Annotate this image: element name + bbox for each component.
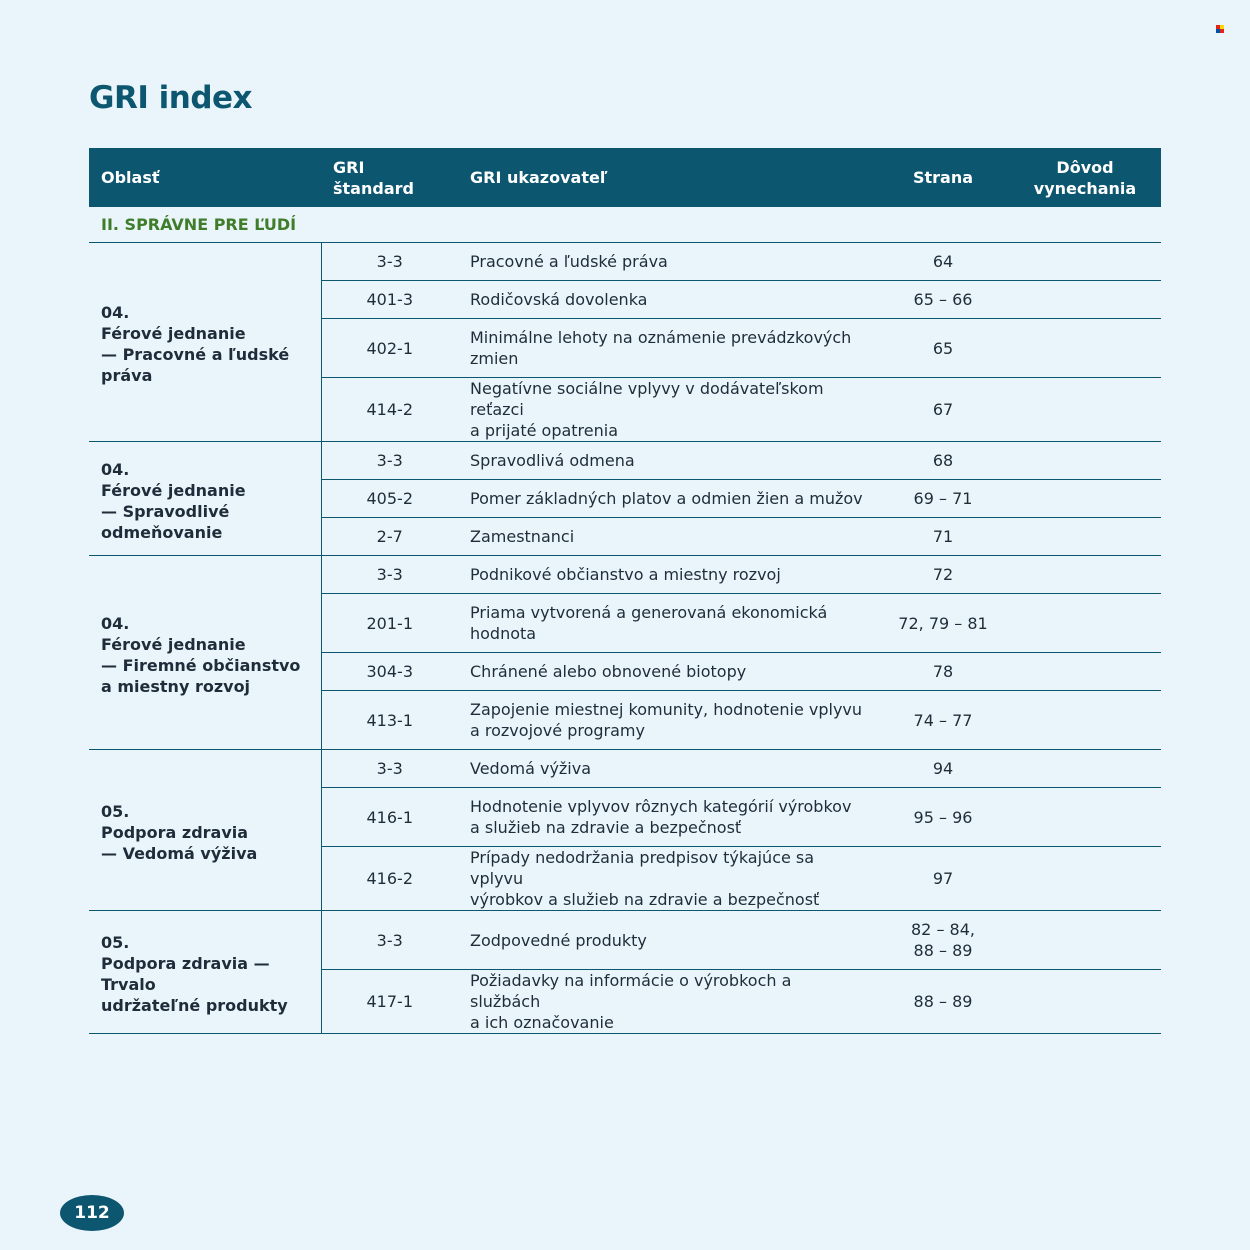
reason-cell	[1009, 442, 1161, 480]
reason-cell	[1009, 750, 1161, 788]
page-cell: 97	[877, 847, 1009, 911]
table-row	[89, 750, 1161, 788]
header-reason	[1009, 148, 1161, 207]
area-line: — Spravodlivé	[101, 501, 230, 521]
page-cell: 72, 79 – 81	[877, 594, 1009, 653]
section-row	[89, 207, 1161, 243]
area-line: udržateľné produkty	[101, 996, 288, 1015]
area-cell	[89, 556, 321, 750]
standard-cell: 413-1	[321, 691, 458, 750]
indicator-cell: Spravodlivá odmena	[458, 442, 877, 480]
indicator-cell: Hodnotenie vplyvov rôznych kategórií výrobkov a služieb na zdravie a bezpečnosť	[458, 788, 877, 847]
corner-logo-icon	[1216, 25, 1224, 33]
table-header	[89, 148, 1161, 207]
header-reason-line1: Dôvod	[1056, 157, 1114, 177]
area-number: 05.	[101, 801, 130, 821]
indicator-cell: Podnikové občianstvo a miestny rozvoj	[458, 556, 877, 594]
indicator-cell: Pracovné a ľudské práva	[458, 243, 877, 281]
page-cell: 69 – 71	[877, 480, 1009, 518]
indicator-cell: Priama vytvorená a generovaná ekonomická hodnota	[458, 594, 877, 653]
indicator-cell: Pomer základných platov a odmien žien a mužov	[458, 480, 877, 518]
standard-cell: 3-3	[321, 750, 458, 788]
standard-cell: 2-7	[321, 518, 458, 556]
table-row	[89, 911, 1161, 970]
area-line: — Firemné občianstvo	[101, 655, 301, 675]
page-number-badge: 112	[60, 1195, 124, 1231]
area-line: Podpora zdravia — Trvalo	[101, 954, 270, 994]
table-row	[89, 243, 1161, 281]
reason-cell	[1009, 378, 1161, 442]
standard-cell: 201-1	[321, 594, 458, 653]
reason-cell	[1009, 281, 1161, 319]
area-cell	[89, 243, 321, 442]
indicator-cell: Minimálne lehoty na oznámenie prevádzkových zmien	[458, 319, 877, 378]
standard-cell: 416-1	[321, 788, 458, 847]
area-line: práva	[101, 366, 153, 385]
reason-cell	[1009, 243, 1161, 281]
header-page: Strana	[877, 148, 1009, 207]
indicator-cell: Zapojenie miestnej komunity, hodnotenie vplyvu a rozvojové programy	[458, 691, 877, 750]
page-cell: 95 – 96	[877, 788, 1009, 847]
indicator-cell: Zamestnanci	[458, 518, 877, 556]
standard-cell: 3-3	[321, 442, 458, 480]
page-cell: 78	[877, 653, 1009, 691]
area-line: Férové jednanie	[101, 480, 246, 500]
page-cell: 94	[877, 750, 1009, 788]
area-cell	[89, 442, 321, 556]
indicator-cell: Vedomá výživa	[458, 750, 877, 788]
indicator-cell: Chránené alebo obnovené biotopy	[458, 653, 877, 691]
reason-cell	[1009, 319, 1161, 378]
page-cell: 82 – 84, 88 – 89	[877, 911, 1009, 970]
indicator-cell: Prípady nedodržania predpisov týkajúce sa vplyvu výrobkov a služieb na zdravie a bezpečnosť	[458, 847, 877, 911]
standard-cell: 3-3	[321, 556, 458, 594]
area-line: — Pracovné a ľudské	[101, 345, 290, 364]
area-cell	[89, 911, 321, 1034]
page-cell: 71	[877, 518, 1009, 556]
standard-cell: 416-2	[321, 847, 458, 911]
reason-cell	[1009, 788, 1161, 847]
page-cell: 68	[877, 442, 1009, 480]
page-cell: 64	[877, 243, 1009, 281]
table-row	[89, 556, 1161, 594]
standard-cell: 3-3	[321, 243, 458, 281]
area-line: Podpora zdravia	[101, 822, 249, 842]
standard-cell: 405-2	[321, 480, 458, 518]
table-row	[89, 442, 1161, 480]
reason-cell	[1009, 556, 1161, 594]
area-line: Férové jednanie	[101, 324, 246, 343]
reason-cell	[1009, 518, 1161, 556]
header-area: Oblasť	[89, 148, 321, 207]
indicator-cell: Negatívne sociálne vplyvy v dodávateľskom reťazci a prijaté opatrenia	[458, 378, 877, 442]
header-standard: GRI štandard	[321, 148, 458, 207]
reason-cell	[1009, 594, 1161, 653]
area-number: 04.	[101, 459, 130, 479]
standard-cell: 417-1	[321, 970, 458, 1034]
page-cell: 65 – 66	[877, 281, 1009, 319]
page-cell: 65	[877, 319, 1009, 378]
area-line: Férové jednanie	[101, 634, 246, 654]
reason-cell	[1009, 847, 1161, 911]
area-number: 04.	[101, 303, 130, 322]
header-indicator: GRI ukazovateľ	[458, 148, 877, 207]
page-cell: 72	[877, 556, 1009, 594]
area-number: 05.	[101, 933, 130, 952]
reason-cell	[1009, 911, 1161, 970]
indicator-cell: Zodpovedné produkty	[458, 911, 877, 970]
header-reason-line2: vynechania	[1033, 178, 1137, 198]
standard-cell: 3-3	[321, 911, 458, 970]
section-title: II. SPRÁVNE PRE ĽUDÍ	[89, 207, 1161, 243]
area-line: a miestny rozvoj	[101, 676, 251, 696]
standard-cell: 414-2	[321, 378, 458, 442]
indicator-cell: Požiadavky na informácie o výrobkoch a službách a ich označovanie	[458, 970, 877, 1034]
standard-cell: 402-1	[321, 319, 458, 378]
gri-index-table	[89, 148, 1161, 1034]
reason-cell	[1009, 970, 1161, 1034]
page-title: GRI index	[89, 80, 253, 116]
reason-cell	[1009, 653, 1161, 691]
indicator-cell: Rodičovská dovolenka	[458, 281, 877, 319]
reason-cell	[1009, 691, 1161, 750]
standard-cell: 304-3	[321, 653, 458, 691]
area-line: odmeňovanie	[101, 522, 223, 542]
standard-cell: 401-3	[321, 281, 458, 319]
page-cell: 74 – 77	[877, 691, 1009, 750]
area-number: 04.	[101, 613, 130, 633]
area-line: — Vedomá výživa	[101, 843, 258, 863]
reason-cell	[1009, 480, 1161, 518]
area-cell	[89, 750, 321, 911]
page-cell: 88 – 89	[877, 970, 1009, 1034]
page-cell: 67	[877, 378, 1009, 442]
